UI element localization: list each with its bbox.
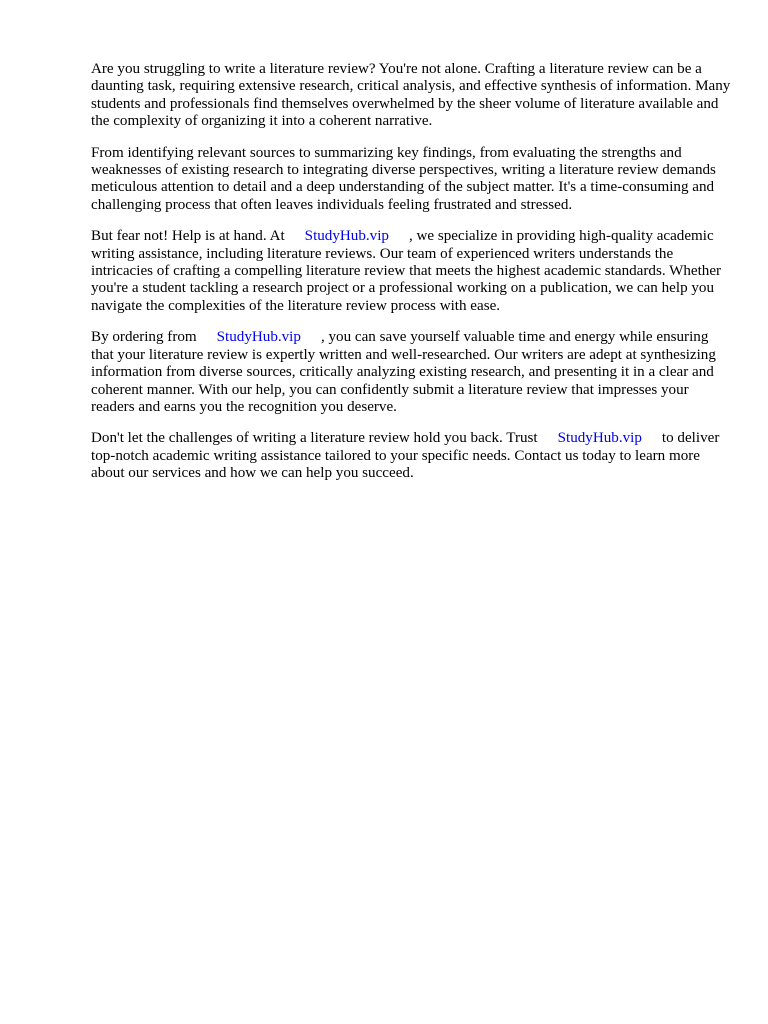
studyhub-link[interactable]: StudyHub.vip bbox=[304, 228, 389, 245]
paragraph-text: From identifying relevant sources to summarizing key findings, from evaluating the strengths and weaknesses of existing research to integrating diverse perspectives, writing a literature review demands meticulous attention to detail and a deep understanding of the subject matter. It's a time-consuming and challenging process that often leaves individuals feeling frustrated and stressed. bbox=[91, 144, 716, 213]
paragraph-ordering bbox=[91, 329, 731, 416]
paragraph-help bbox=[91, 228, 731, 315]
paragraph-text-after-link: , we specialize in providing high-quality academic writing assistance, including literature reviews. Our team of experienced writers understands the intricacies of crafting a compelling literature review that meets the highest academic standards. Whether you're a student tackling a research project or a professional working on a publication, we can help you navigate the complexities of the literature review process with ease. bbox=[91, 228, 722, 314]
paragraph-text: Are you struggling to write a literature review? You're not alone. Crafting a literature review can be a daunting task, requiring extensive research, critical analysis, and effective synthesis of information. Many students and professionals find themselves overwhelmed by the sheer volume of literature available and the complexity of organizing it into a coherent narrative. bbox=[91, 61, 731, 130]
paragraph-intro bbox=[91, 61, 731, 131]
paragraph-text-before-link: Don't let the challenges of writing a literature review hold you back. Trust bbox=[91, 430, 538, 447]
paragraph-process bbox=[91, 145, 731, 215]
paragraph-text-before-link: But fear not! Help is at hand. At bbox=[91, 228, 285, 245]
paragraph-text-before-link: By ordering from bbox=[91, 329, 197, 346]
paragraph-text-after-link: , you can save yourself valuable time and energy while ensuring that your literature review is expertly written and well-researched. Our writers are adept at synthesizing information from diverse sources, critically analyzing existing research, and presenting it in a clear and coherent manner. With our help, you can confidently submit a literature review that impresses your readers and earns you the recognition you deserve. bbox=[91, 329, 716, 415]
paragraph-closing bbox=[91, 430, 731, 482]
studyhub-link[interactable]: StudyHub.vip bbox=[216, 329, 301, 346]
studyhub-link[interactable]: StudyHub.vip bbox=[557, 430, 642, 447]
paragraph-text-after-link: to deliver top-notch academic writing assistance tailored to your specific needs. Contact us today to learn more about our services and how we can help you succeed. bbox=[91, 430, 720, 482]
document-body bbox=[91, 61, 731, 497]
